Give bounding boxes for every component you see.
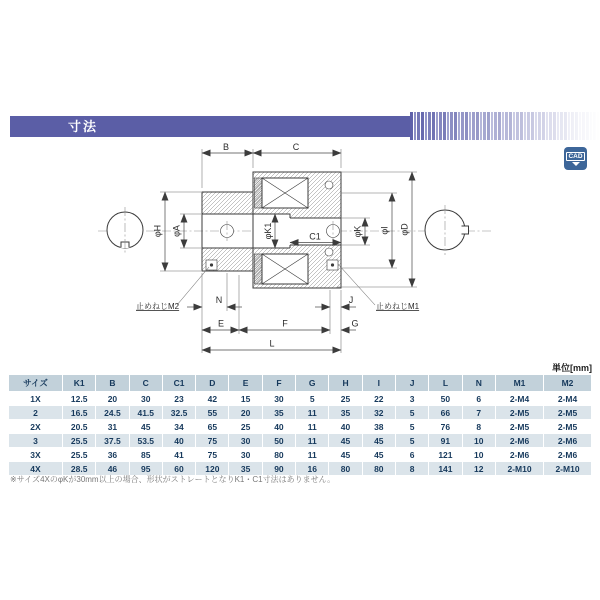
dim-label-c1: C1 [309, 231, 321, 242]
value-cell: 95 [129, 462, 162, 476]
value-cell: 32 [362, 406, 395, 420]
value-cell: 35 [262, 406, 295, 420]
value-cell: 30 [262, 392, 295, 406]
value-cell: 121 [429, 448, 462, 462]
value-cell: 5 [395, 434, 428, 448]
shaft-end-view-right [425, 205, 469, 255]
column-header: F [262, 375, 295, 392]
dim-label-f: F [282, 318, 288, 329]
page-title: 寸法 [68, 119, 99, 134]
dim-label-g: G [351, 318, 359, 329]
value-cell: 20 [229, 406, 262, 420]
value-cell: 35 [229, 462, 262, 476]
size-cell: 4X [9, 462, 63, 476]
value-cell: 11 [296, 420, 329, 434]
value-cell: 37.5 [96, 434, 129, 448]
dim-label-e: E [217, 318, 225, 329]
value-cell: 28.5 [63, 462, 96, 476]
value-cell: 91 [429, 434, 462, 448]
value-cell: 2-M5 [544, 406, 592, 420]
size-cell: 2 [9, 406, 63, 420]
table-row [9, 420, 592, 434]
title-bar-gradient-stripes [410, 112, 600, 140]
value-cell: 75 [196, 434, 229, 448]
value-cell: 10 [462, 448, 495, 462]
value-cell: 36 [96, 448, 129, 462]
value-cell: 40 [329, 420, 362, 434]
value-cell: 53.5 [129, 434, 162, 448]
dim-label-n: N [215, 295, 223, 305]
value-cell: 41 [162, 448, 195, 462]
footnote: ※サイズ4XのφKが30mm以上の場合、形状がストレートとなりK1・C1寸法はありません。 [10, 475, 336, 484]
value-cell: 60 [162, 462, 195, 476]
value-cell: 6 [462, 392, 495, 406]
value-cell: 6 [395, 448, 428, 462]
column-header: H [329, 375, 362, 392]
ball-detail-bottom [325, 248, 333, 256]
value-cell: 11 [296, 448, 329, 462]
value-cell: 2-M4 [496, 392, 544, 406]
left-hub-section [202, 192, 253, 271]
bearing-top [262, 178, 308, 208]
value-cell: 55 [196, 406, 229, 420]
column-header: C [129, 375, 162, 392]
value-cell: 16 [296, 462, 329, 476]
value-cell: 50 [429, 392, 462, 406]
value-cell: 8 [395, 462, 428, 476]
column-header: D [196, 375, 229, 392]
value-cell: 45 [362, 448, 395, 462]
section-title-bar [10, 116, 410, 137]
value-cell: 45 [329, 434, 362, 448]
ball-detail-top [325, 181, 333, 189]
dim-label-l: L [269, 338, 275, 349]
set-screw-m1-label: 止めねじM1 [376, 302, 420, 311]
bearing-bottom [262, 254, 308, 284]
unit-label: 単位[mm] [552, 363, 592, 373]
value-cell: 45 [362, 434, 395, 448]
value-cell: 12.5 [63, 392, 96, 406]
column-header: M1 [496, 375, 544, 392]
value-cell: 25 [329, 392, 362, 406]
column-header: E [229, 375, 262, 392]
value-cell: 5 [296, 392, 329, 406]
size-cell: 3X [9, 448, 63, 462]
column-header: N [462, 375, 495, 392]
value-cell: 15 [229, 392, 262, 406]
value-cell: 75 [196, 448, 229, 462]
value-cell: 76 [429, 420, 462, 434]
value-cell: 2-M5 [496, 406, 544, 420]
value-cell: 2-M6 [544, 434, 592, 448]
value-cell: 24.5 [96, 406, 129, 420]
column-header: M2 [544, 375, 592, 392]
value-cell: 40 [162, 434, 195, 448]
value-cell: 65 [196, 420, 229, 434]
shaft-end-view-left [107, 207, 143, 253]
technical-drawing [0, 140, 600, 375]
column-header: I [362, 375, 395, 392]
dim-label-phi-k1: φK1 [263, 222, 273, 240]
value-cell: 2-M6 [544, 448, 592, 462]
value-cell: 30 [229, 434, 262, 448]
value-cell: 2-M4 [544, 392, 592, 406]
dim-label-phi-d: φD [399, 223, 410, 236]
value-cell: 41.5 [129, 406, 162, 420]
value-cell: 66 [429, 406, 462, 420]
size-cell: 2X [9, 420, 63, 434]
value-cell: 90 [262, 462, 295, 476]
dim-label-phi-i: φI [379, 226, 390, 235]
column-header: G [296, 375, 329, 392]
value-cell: 42 [196, 392, 229, 406]
value-cell: 2-M6 [496, 434, 544, 448]
table-row [9, 392, 592, 406]
value-cell: 120 [196, 462, 229, 476]
dim-label-phi-a: φA [171, 225, 182, 237]
value-cell: 8 [462, 420, 495, 434]
value-cell: 141 [429, 462, 462, 476]
value-cell: 45 [329, 448, 362, 462]
value-cell: 34 [162, 420, 195, 434]
value-cell: 85 [129, 448, 162, 462]
value-cell: 5 [395, 406, 428, 420]
value-cell: 31 [96, 420, 129, 434]
value-cell: 3 [395, 392, 428, 406]
dim-label-phi-k: φK [352, 225, 363, 238]
column-header: サイズ [9, 375, 63, 392]
value-cell: 11 [296, 434, 329, 448]
value-cell: 50 [262, 434, 295, 448]
set-screw-m2-label: 止めねじM2 [136, 302, 180, 311]
value-cell: 23 [162, 392, 195, 406]
dim-label-phi-h: φH [152, 224, 163, 238]
column-header: J [395, 375, 428, 392]
table-row [9, 448, 592, 462]
value-cell: 80 [329, 462, 362, 476]
cad-label: CAD [568, 152, 583, 160]
table-header-row [9, 375, 592, 392]
value-cell: 25 [229, 420, 262, 434]
dim-label-c: C [292, 142, 300, 152]
column-header: K1 [63, 375, 96, 392]
value-cell: 2-M10 [496, 462, 544, 476]
value-cell: 20.5 [63, 420, 96, 434]
size-cell: 1X [9, 392, 63, 406]
table-row [9, 406, 592, 420]
value-cell: 2-M10 [544, 462, 592, 476]
value-cell: 2-M6 [496, 448, 544, 462]
value-cell: 80 [362, 462, 395, 476]
value-cell: 11 [296, 406, 329, 420]
value-cell: 40 [262, 420, 295, 434]
value-cell: 2-M5 [544, 420, 592, 434]
value-cell: 32.5 [162, 406, 195, 420]
value-cell: 30 [129, 392, 162, 406]
column-header: C1 [162, 375, 195, 392]
dim-label-b: B [222, 142, 230, 152]
value-cell: 20 [96, 392, 129, 406]
column-header: B [96, 375, 129, 392]
value-cell: 10 [462, 434, 495, 448]
value-cell: 46 [96, 462, 129, 476]
value-cell: 7 [462, 406, 495, 420]
table-row [9, 434, 592, 448]
value-cell: 2-M5 [496, 420, 544, 434]
value-cell: 35 [329, 406, 362, 420]
value-cell: 45 [129, 420, 162, 434]
value-cell: 22 [362, 392, 395, 406]
value-cell: 5 [395, 420, 428, 434]
value-cell: 38 [362, 420, 395, 434]
dim-label-j: J [348, 295, 354, 305]
value-cell: 30 [229, 448, 262, 462]
size-cell: 3 [9, 434, 63, 448]
value-cell: 12 [462, 462, 495, 476]
dimension-table [8, 374, 592, 476]
value-cell: 25.5 [63, 448, 96, 462]
column-header: L [429, 375, 462, 392]
value-cell: 16.5 [63, 406, 96, 420]
value-cell: 80 [262, 448, 295, 462]
value-cell: 25.5 [63, 434, 96, 448]
